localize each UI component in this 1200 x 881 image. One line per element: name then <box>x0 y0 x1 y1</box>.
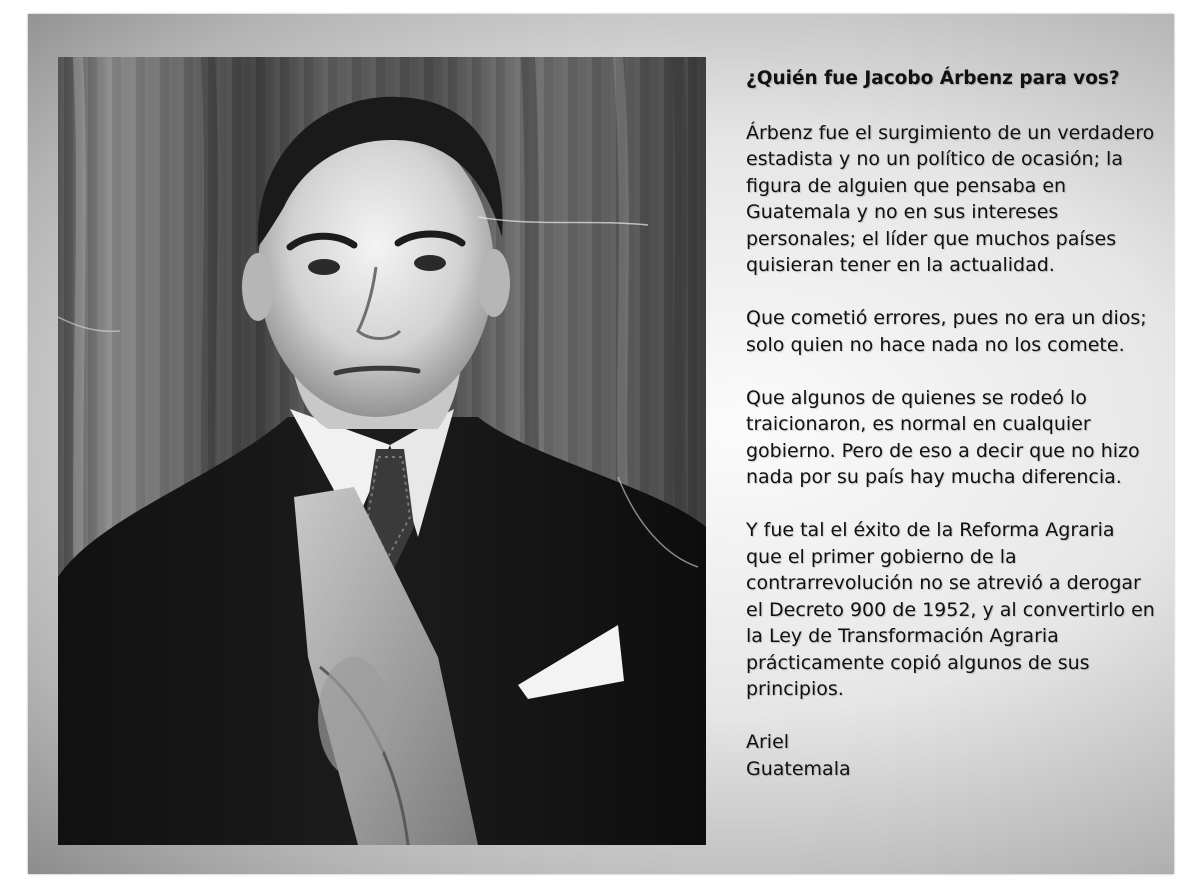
quote-paragraph-4: Y fue tal el éxito de la Reforma Agraria que el primer gobierno de la contrarrevolución no se atrevió a derogar el Decreto 900 de 1952, y al convertirlo en la Ley de Transformación Agraria prácticamente copió algunos de sus principios. <box>746 519 1155 700</box>
portrait-illustration <box>58 57 706 845</box>
quote-paragraph-1: Árbenz fue el surgimiento de un verdadero estadista y no un político de ocasión; la figura de alguien que pensaba en Guatemala y no en sus intereses personales; el líder que muchos países quisieran tener en la actualidad. <box>746 121 1155 276</box>
portrait-photo <box>58 57 706 845</box>
signature-place: Guatemala <box>746 757 851 780</box>
quote-paragraph-3: Que algunos de quienes se rodeó lo traicionaron, es normal en cualquier gobierno. Pero de eso a decir que no hizo nada por su país hay mucha diferencia. <box>746 386 1140 488</box>
quote-heading: ¿Quién fue Jacobo Árbenz para vos? <box>746 68 1120 89</box>
signature-name: Ariel <box>746 731 790 753</box>
quote-paragraph-2: Que cometió errores, pues no era un dios; solo quien no hace nada no los comete. <box>746 307 1147 356</box>
quote-text-block <box>746 66 1156 782</box>
